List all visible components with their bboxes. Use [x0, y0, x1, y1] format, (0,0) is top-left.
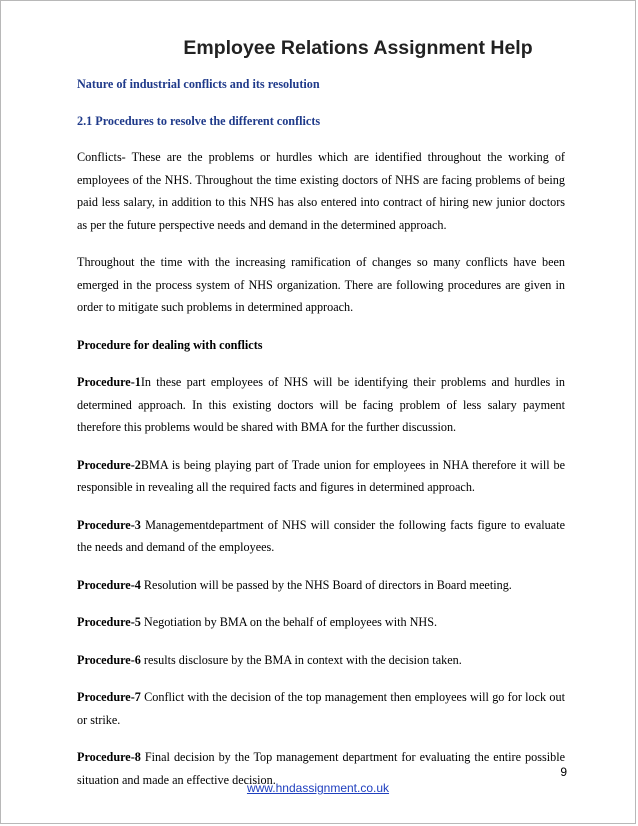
procedure-text: Negotiation by BMA on the behalf of employees with NHS.	[140, 615, 438, 629]
page-content	[77, 73, 565, 806]
procedure-text: Managementdepartment of NHS will consider the following facts figure to evaluate the needs and demand of the employees.	[77, 517, 565, 554]
procedure-6	[77, 649, 565, 672]
footer-website-link[interactable]: www.hndassignment.co.uk	[246, 781, 390, 795]
page-header-title: Employee Relations Assignment Help	[183, 37, 533, 59]
procedure-2	[77, 454, 565, 499]
procedure-text: results disclosure by the BMA in context with the decision taken.	[140, 652, 462, 667]
procedure-label: Procedure-4	[77, 577, 141, 592]
section-title: Nature of industrial conflicts and its resolution	[77, 77, 320, 91]
procedure-1	[77, 371, 565, 439]
procedure-text: In these part employees of NHS will be identifying their problems and hurdles in determined approach. In this existing doctors will be facing problem of less salary payment therefore this problems would be shared with BMA for the further discussion.	[77, 375, 565, 434]
procedure-text: Final decision by the Top management department for evaluating the entire possible situation and made an effective decision.	[77, 750, 565, 787]
procedure-4	[77, 574, 565, 597]
procedure-label: Procedure-5	[77, 615, 141, 629]
page-number: 9	[560, 765, 567, 779]
section-subtitle: 2.1 Procedures to resolve the different conflicts	[77, 113, 321, 128]
procedure-label: Procedure-6	[77, 652, 141, 667]
procedure-label: Procedure-3	[77, 517, 141, 532]
procedure-5	[77, 611, 565, 634]
procedure-text: Resolution will be passed by the NHS Board of directors in Board meeting.	[140, 577, 512, 592]
paragraph-ramification: Throughout the time with the increasing ramification of changes so many conflicts have been emerged in the process system of NHS organization. There are following procedures are given in order to mitigate such problems in determined approach.	[77, 255, 565, 314]
procedure-label: Procedure-8	[77, 750, 141, 764]
procedure-label: Procedure-7	[77, 690, 141, 704]
procedure-label: Procedure-2	[77, 457, 141, 472]
procedure-text: Conflict with the decision of the top management then employees will go for lock out or strike.	[77, 690, 565, 727]
procedure-text: BMA is being playing part of Trade union for employees in NHA therefore it will be responsible in revealing all the required facts and figures in determined approach.	[77, 457, 565, 494]
paragraph-conflicts: Conflicts- These are the problems or hurdles which are identified throughout the working of employees of the NHS. Throughout the time existing doctors of NHS are facing problems of being paid less salary, in addition to this NHS has also entered into contract of hiring new junior doctors as per the future perspective needs and demand in the determined approach.	[77, 150, 565, 232]
procedure-3	[77, 514, 565, 559]
procedure-7	[77, 686, 565, 731]
procedures-heading: Procedure for dealing with conflicts	[77, 337, 263, 352]
procedure-label: Procedure-1	[77, 375, 141, 389]
